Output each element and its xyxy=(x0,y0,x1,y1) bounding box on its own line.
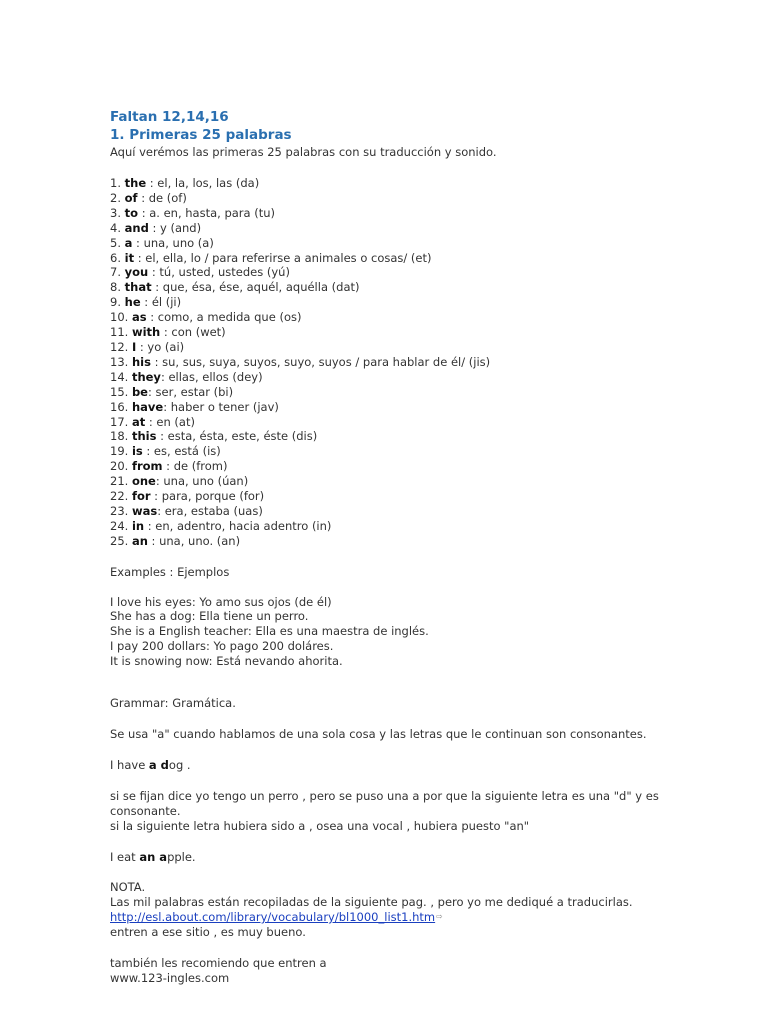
word-row xyxy=(110,280,670,295)
intro-text: Aquí verémos las primeras 25 palabras con su traducción y sonido. xyxy=(110,145,497,159)
word-number: 6. xyxy=(110,250,121,265)
example-highlight: a d xyxy=(148,757,169,772)
word-number: 15. xyxy=(110,384,129,399)
note-text: Las mil palabras están recopiladas de la siguiente pag. , pero yo me dediqué a traducirlas. xyxy=(110,895,633,910)
english-word: this xyxy=(131,429,157,444)
example-line: I pay 200 dollars: Yo pago 200 doláres. xyxy=(110,639,334,654)
english-word: be xyxy=(131,384,148,399)
translation: : de (from) xyxy=(162,459,228,474)
translation: : para, porque (for) xyxy=(150,489,265,504)
translation: : una, uno (a) xyxy=(132,235,214,250)
vocabulary-link[interactable]: http://esl.about.com/library/vocabulary/bl1000_list1.htm xyxy=(110,910,436,925)
example-line: It is snowing now: Está nevando ahorita. xyxy=(110,654,343,669)
word-number: 19. xyxy=(110,444,129,459)
word-number: 16. xyxy=(110,399,129,414)
example-highlight: an a xyxy=(139,849,168,864)
grammar-example-2 xyxy=(110,850,670,865)
word-number: 1. xyxy=(110,176,121,190)
english-word: was xyxy=(131,503,158,518)
english-word: have xyxy=(131,399,164,414)
grammar-heading: Grammar: Gramática. xyxy=(110,696,236,711)
word-number: 4. xyxy=(110,220,121,235)
english-word: he xyxy=(124,295,141,310)
word-row xyxy=(110,429,670,444)
word-number: 9. xyxy=(110,295,121,310)
translation: : ellas, ellos (dey) xyxy=(160,369,263,384)
translation: : de (of) xyxy=(137,190,187,205)
external-link-icon: ⇨ xyxy=(436,912,443,922)
grammar-explanation-2: si la siguiente letra hubiera sido a , osea una vocal , hubiera puesto "an" xyxy=(110,818,530,833)
english-word: is xyxy=(131,444,143,459)
word-row xyxy=(110,295,670,310)
grammar-example-1 xyxy=(110,758,670,773)
translation: : el, la, los, las (da) xyxy=(146,176,260,190)
english-word: the xyxy=(124,176,147,190)
word-number: 7. xyxy=(110,265,121,280)
word-row xyxy=(110,340,670,355)
word-row xyxy=(110,385,670,400)
english-word: it xyxy=(124,250,135,265)
note-heading: NOTA. xyxy=(110,880,146,895)
translation: : en, adentro, hacia adentro (in) xyxy=(144,518,332,533)
translation: : que, ésa, ése, aquél, aquélla (dat) xyxy=(151,280,360,295)
word-number: 21. xyxy=(110,474,129,489)
word-number: 11. xyxy=(110,325,129,340)
example-line: I love his eyes: Yo amo sus ojos (de él) xyxy=(110,594,332,609)
english-word: you xyxy=(124,265,149,280)
word-row xyxy=(110,176,670,191)
example-text: I eat xyxy=(110,849,140,864)
english-word: a xyxy=(124,235,133,250)
english-word: his xyxy=(131,354,151,369)
translation: : con (wet) xyxy=(160,325,226,340)
example-line: She has a dog: Ella tiene un perro. xyxy=(110,609,309,624)
translation: : era, estaba (uas) xyxy=(157,503,263,518)
example-line: She is a English teacher: Ella es una maestra de inglés. xyxy=(110,624,429,639)
word-number: 12. xyxy=(110,339,129,354)
word-row xyxy=(110,310,670,325)
translation: : a. en, hasta, para (tu) xyxy=(138,205,276,220)
examples-list xyxy=(110,595,670,670)
word-row xyxy=(110,191,670,206)
word-row xyxy=(110,355,670,370)
word-number: 10. xyxy=(110,310,129,325)
translation: : el, ella, lo / para referirse a animales o cosas/ (et) xyxy=(134,250,432,265)
word-row xyxy=(110,206,670,221)
english-word: at xyxy=(131,414,146,429)
translation: : haber o tener (jav) xyxy=(163,399,279,414)
word-number: 24. xyxy=(110,518,129,533)
page-title: Faltan 12,14,16 xyxy=(110,109,229,125)
translation: : esta, ésta, este, éste (dis) xyxy=(156,429,318,444)
english-word: one xyxy=(131,474,156,489)
section-title: 1. Primeras 25 palabras xyxy=(110,127,292,143)
translation: : una, uno. (an) xyxy=(147,533,241,548)
example-text: og . xyxy=(168,757,191,772)
word-row xyxy=(110,221,670,236)
word-row xyxy=(110,251,670,266)
translation: : como, a medida que (os) xyxy=(146,310,302,325)
word-row xyxy=(110,370,670,385)
translation: : él (ji) xyxy=(140,295,182,310)
word-number: 8. xyxy=(110,280,121,295)
word-number: 23. xyxy=(110,503,129,518)
english-word: of xyxy=(124,190,138,205)
document-body xyxy=(110,108,670,986)
recommendation-text: también les recomiendo que entren a xyxy=(110,956,327,971)
example-text: pple. xyxy=(167,849,196,864)
translation: : en (at) xyxy=(145,414,195,429)
grammar-explanation-1: si se fijan dice yo tengo un perro , pero se puso una a por que la siguiente letra es una "d" y es consonante. xyxy=(110,788,659,818)
word-row xyxy=(110,474,670,489)
word-number: 25. xyxy=(110,533,129,548)
translation: : yo (ai) xyxy=(136,339,185,354)
word-number: 3. xyxy=(110,205,121,220)
english-word: an xyxy=(131,533,148,548)
word-row xyxy=(110,444,670,459)
translation: : su, sus, suya, suyos, suyo, suyos / para hablar de él/ (jis) xyxy=(150,354,491,369)
english-word: they xyxy=(131,369,161,384)
note-after: entren a ese sitio , es muy bueno. xyxy=(110,925,306,940)
english-word: that xyxy=(124,280,152,295)
word-number: 2. xyxy=(110,190,121,205)
word-row xyxy=(110,504,670,519)
word-row xyxy=(110,236,670,251)
word-row xyxy=(110,489,670,504)
english-word: I xyxy=(131,339,137,354)
word-number: 18. xyxy=(110,429,129,444)
word-row xyxy=(110,400,670,415)
english-word: for xyxy=(131,489,151,504)
translation: : y (and) xyxy=(148,220,202,235)
word-row xyxy=(110,415,670,430)
translation: : una, uno (úan) xyxy=(155,474,249,489)
english-word: with xyxy=(131,325,161,340)
word-row xyxy=(110,519,670,534)
word-number: 14. xyxy=(110,369,129,384)
recommended-site: www.123-ingles.com xyxy=(110,971,230,986)
word-number: 5. xyxy=(110,235,121,250)
word-row xyxy=(110,534,670,549)
word-number: 22. xyxy=(110,489,129,504)
word-number: 17. xyxy=(110,414,129,429)
word-row xyxy=(110,325,670,340)
word-number: 20. xyxy=(110,459,129,474)
note-link-line xyxy=(110,910,670,925)
english-word: to xyxy=(124,205,139,220)
english-word: and xyxy=(124,220,149,235)
example-text: I have xyxy=(110,757,149,772)
examples-heading: Examples : Ejemplos xyxy=(110,564,230,579)
translation: : es, está (is) xyxy=(142,444,221,459)
english-word: from xyxy=(131,459,163,474)
word-row xyxy=(110,459,670,474)
english-word: in xyxy=(131,518,145,533)
grammar-rule: Se usa "a" cuando hablamos de una sola cosa y las letras que le continuan son consonantes. xyxy=(110,727,647,741)
translation: : ser, estar (bi) xyxy=(148,384,234,399)
word-row xyxy=(110,265,670,280)
word-number: 13. xyxy=(110,354,129,369)
translation: : tú, usted, ustedes (yú) xyxy=(148,265,290,280)
word-list xyxy=(110,176,670,549)
english-word: as xyxy=(131,310,147,325)
